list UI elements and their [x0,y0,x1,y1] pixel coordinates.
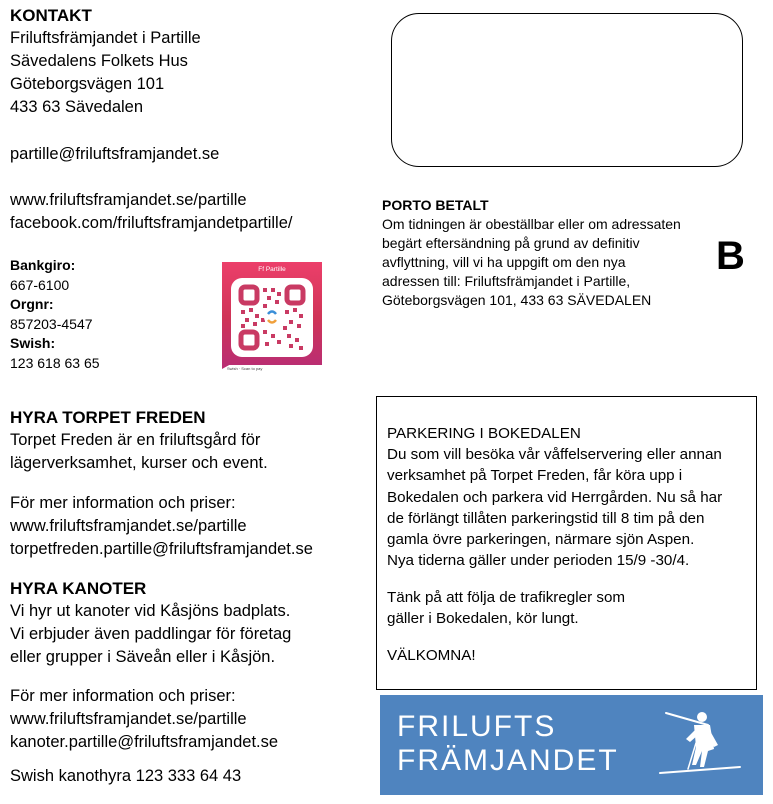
porto-line: Om tidningen är obeställbar eller om adressaten [382,216,681,232]
torpet-info-label: För mer information och priser: [10,494,236,512]
kontakt-facebook-link[interactable]: facebook.com/friluftsframjandetpartille/ [10,214,293,232]
porto-line: Göteborgsvägen 101, 433 63 SÄVEDALEN [382,292,652,308]
kanoter-swish: Swish kanothyra 123 333 64 43 [10,767,242,785]
address-label-box [391,13,743,167]
orgnr-value: 857203-4547 [10,316,93,332]
kontakt-line: 433 63 Sävedalen [10,98,144,116]
parking-line: Bokedalen och parkera vid Herrgården. Nu så har [387,489,723,506]
swish-qr-caption: Swish · Scan to pay [227,366,263,371]
porto-letter-b: B [716,234,745,278]
parking-heading: PARKERING I BOKEDALEN [387,425,581,442]
skier-icon [656,705,744,789]
torpet-line: Torpet Freden är en friluftsgård för [10,431,261,449]
kanoter-email-link[interactable]: kanoter.partille@friluftsframjandet.se [10,733,279,751]
bankgiro-value: 667-6100 [10,277,70,293]
parking-line: gäller i Bokedalen, kör lungt. [387,610,579,627]
orgnr-label: Orgnr: [10,296,54,312]
parking-line: Du som vill besöka vår våffelservering eller annan [387,446,722,463]
parking-closing: VÄLKOMNA! [387,647,476,664]
parking-notice-box [376,396,757,690]
logo-line-2: FRÄMJANDET [397,744,619,777]
kontakt-line: Friluftsfrämjandet i Partille [10,29,201,47]
swish-label: Swish: [10,335,56,351]
kanoter-line: Vi erbjuder även paddlingar för företag [10,625,292,643]
porto-line: avflyttning, vill vi ha uppgift om den nya [382,254,626,270]
parking-line: Nya tiderna gäller under perioden 15/9 -30/4. [387,552,690,569]
qr-code [231,278,313,357]
kontakt-line: Göteborgsvägen 101 [10,75,165,93]
kanoter-heading: HYRA KANOTER [10,579,147,598]
swish-value: 123 618 63 65 [10,355,100,371]
porto-heading: PORTO BETALT [382,197,489,213]
swish-qr-title: Ff Partille [258,266,286,273]
kanoter-line: Vi hyr ut kanoter vid Kåsjöns badplats. [10,602,291,620]
kontakt-web-link[interactable]: www.friluftsframjandet.se/partille [10,191,247,209]
porto-line: begärt eftersändning på grund av definitiv [382,235,640,251]
torpet-email-link[interactable]: torpetfreden.partille@friluftsframjandet.se [10,540,313,558]
kanoter-line: eller grupper i Säveån eller i Kåsjön. [10,648,276,666]
logo-line-1: FRILUFTS [397,710,557,743]
friluftsframjandet-logo [380,695,763,795]
kanoter-info-label: För mer information och priser: [10,687,236,705]
kontakt-heading: KONTAKT [10,6,92,25]
kontakt-email-link[interactable]: partille@friluftsframjandet.se [10,145,220,163]
parking-line: gamla övre parkeringen, närmare sjön Aspen. [387,531,695,548]
torpet-heading: HYRA TORPET FREDEN [10,408,206,427]
parking-line: de förlängt tillåten parkeringstid till 8 tim på den [387,510,705,527]
torpet-line: lägerverksamhet, kurser och event. [10,454,268,472]
kontakt-line: Sävedalens Folkets Hus [10,52,188,70]
bankgiro-label: Bankgiro: [10,257,76,273]
torpet-web-link[interactable]: www.friluftsframjandet.se/partille [10,517,247,535]
parking-line: verksamhet på Torpet Freden, får köra upp i [387,467,683,484]
kanoter-web-link[interactable]: www.friluftsframjandet.se/partille [10,710,247,728]
porto-line: adressen till: Friluftsfrämjandet i Partille, [382,273,631,289]
parking-line: Tänk på att följa de trafikregler som [387,589,626,606]
swish-qr-card [222,262,322,365]
